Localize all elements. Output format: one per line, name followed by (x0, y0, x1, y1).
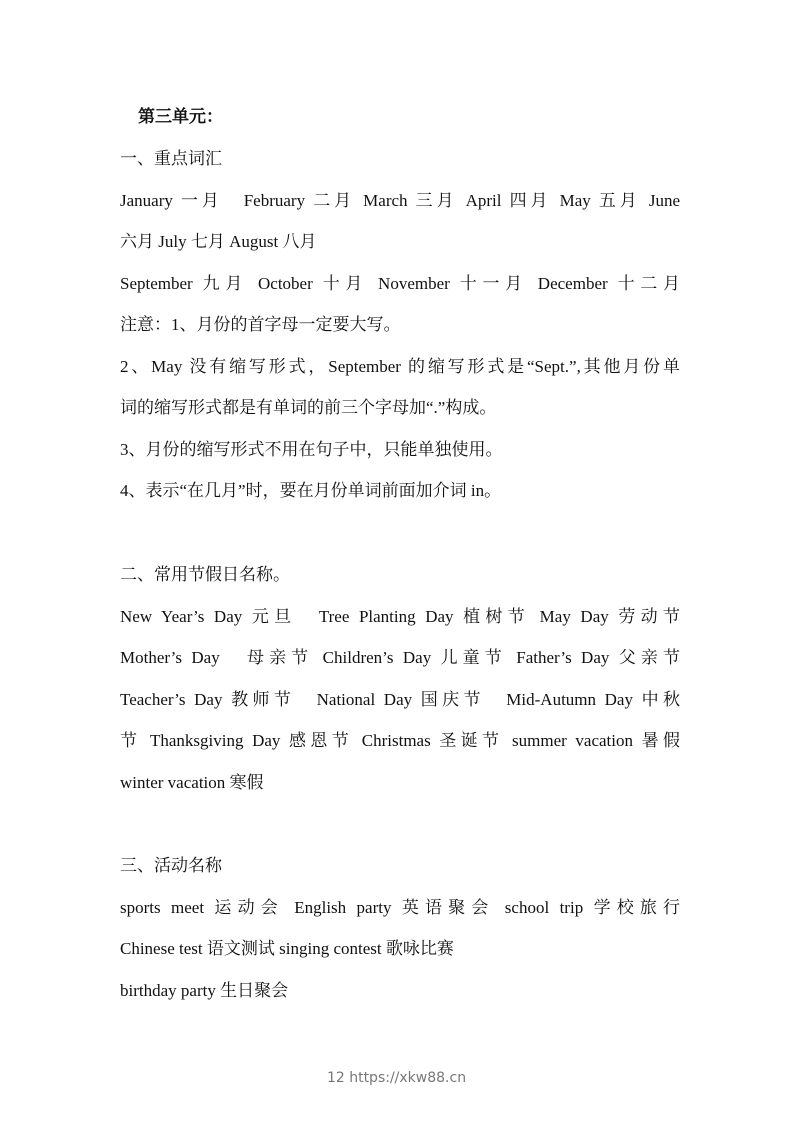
unit-title: 第三单元： (138, 107, 223, 126)
holidays-line: 节 Thanksgiving Day 感恩节 Christmas 圣诞节 summer vacation 暑假 (120, 731, 680, 750)
page-footer: 12 https://xkw88.cn (326, 1070, 467, 1086)
section-heading-activities: 三、活动名称 (120, 856, 222, 875)
activities-line: Chinese test 语文测试 singing contest 歌咏比赛 (120, 939, 454, 958)
note-line: 4、表示“在几月”时，要在月份单词前面加介词 in。 (120, 481, 502, 500)
note-line: 2、May 没有缩写形式，September 的缩写形式是“Sept.”,其他月份单 (120, 357, 680, 376)
section-heading-holidays: 二、常用节假日名称。 (120, 565, 290, 584)
activities-line: birthday party 生日聚会 (120, 981, 289, 1000)
activities-line: sports meet 运动会 English party 英语聚会 school trip 学校旅行 (120, 898, 680, 917)
holidays-line: Mother’s Day 母亲节 Children’s Day 儿童节 Father’s Day 父亲节 (120, 648, 680, 667)
section-heading-key-vocabulary: 一、重点词汇 (120, 149, 222, 168)
months-line: September 九月 October 十月 November 十一月 December 十二月 (120, 274, 680, 293)
note-line: 注意：1、月份的首字母一定要大写。 (120, 315, 401, 334)
holidays-line: Teacher’s Day 教师节 National Day 国庆节 Mid-Autumn Day 中秋 (120, 690, 680, 709)
holidays-line: New Year’s Day 元旦 Tree Planting Day 植树节 May Day 劳动节 (120, 607, 680, 626)
note-line: 词的缩写形式都是有单词的前三个字母加“.”构成。 (120, 398, 497, 417)
note-line: 3、月份的缩写形式不用在句子中，只能单独使用。 (120, 440, 503, 459)
months-line: January 一月 February 二月 March 三月 April 四月 May 五月 June (120, 191, 680, 210)
months-line: 六月 July 七月 August 八月 (120, 232, 317, 251)
holidays-line: winter vacation 寒假 (120, 773, 264, 792)
